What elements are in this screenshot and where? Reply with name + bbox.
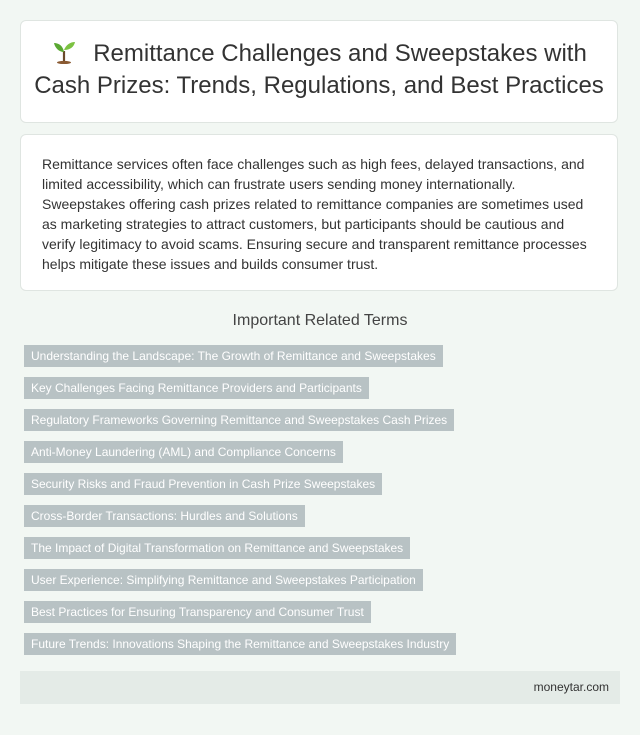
related-term-tag[interactable]: The Impact of Digital Transformation on Remittance and Sweepstakes [24,537,410,559]
intro-card [20,134,618,291]
related-terms-heading: Important Related Terms [232,312,408,329]
related-term-tag[interactable]: User Experience: Simplifying Remittance and Sweepstakes Participation [24,569,423,591]
page-title [21,38,617,102]
related-term-tag[interactable]: Anti-Money Laundering (AML) and Compliance Concerns [24,441,343,463]
related-term-tag[interactable]: Best Practices for Ensuring Transparency and Consumer Trust [24,601,371,623]
title-card [20,20,618,123]
related-term-tag[interactable]: Cross-Border Transactions: Hurdles and Solutions [24,505,305,527]
related-term-tag[interactable]: Security Risks and Fraud Prevention in Cash Prize Sweepstakes [24,473,382,495]
related-term-tag[interactable]: Key Challenges Facing Remittance Providers and Participants [24,377,369,399]
sprout-icon [51,38,77,64]
intro-paragraph: Remittance services often face challenges such as high fees, delayed transactions, and limited accessibility, which can frustrate users sending money internationally. Sweepstakes offering cash prizes related to remittance companies are sometimes used as marketing strategies to attract customers, but participants should be cautious and verify legitimacy to avoid scams. Ensuring secure and transparent remittance processes helps mitigate these issues and builds consumer trust. [42,156,587,272]
footer [20,671,620,704]
related-terms-list [24,345,624,665]
related-term-tag[interactable]: Future Trends: Innovations Shaping the Remittance and Sweepstakes Industry [24,633,456,655]
related-term-tag[interactable]: Regulatory Frameworks Governing Remittance and Sweepstakes Cash Prizes [24,409,454,431]
footer-site-link[interactable]: moneytar.com [533,680,609,694]
related-term-tag[interactable]: Understanding the Landscape: The Growth of Remittance and Sweepstakes [24,345,443,367]
page-title-text: Remittance Challenges and Sweepstakes with Cash Prizes: Trends, Regulations, and Best Practices [34,40,604,99]
